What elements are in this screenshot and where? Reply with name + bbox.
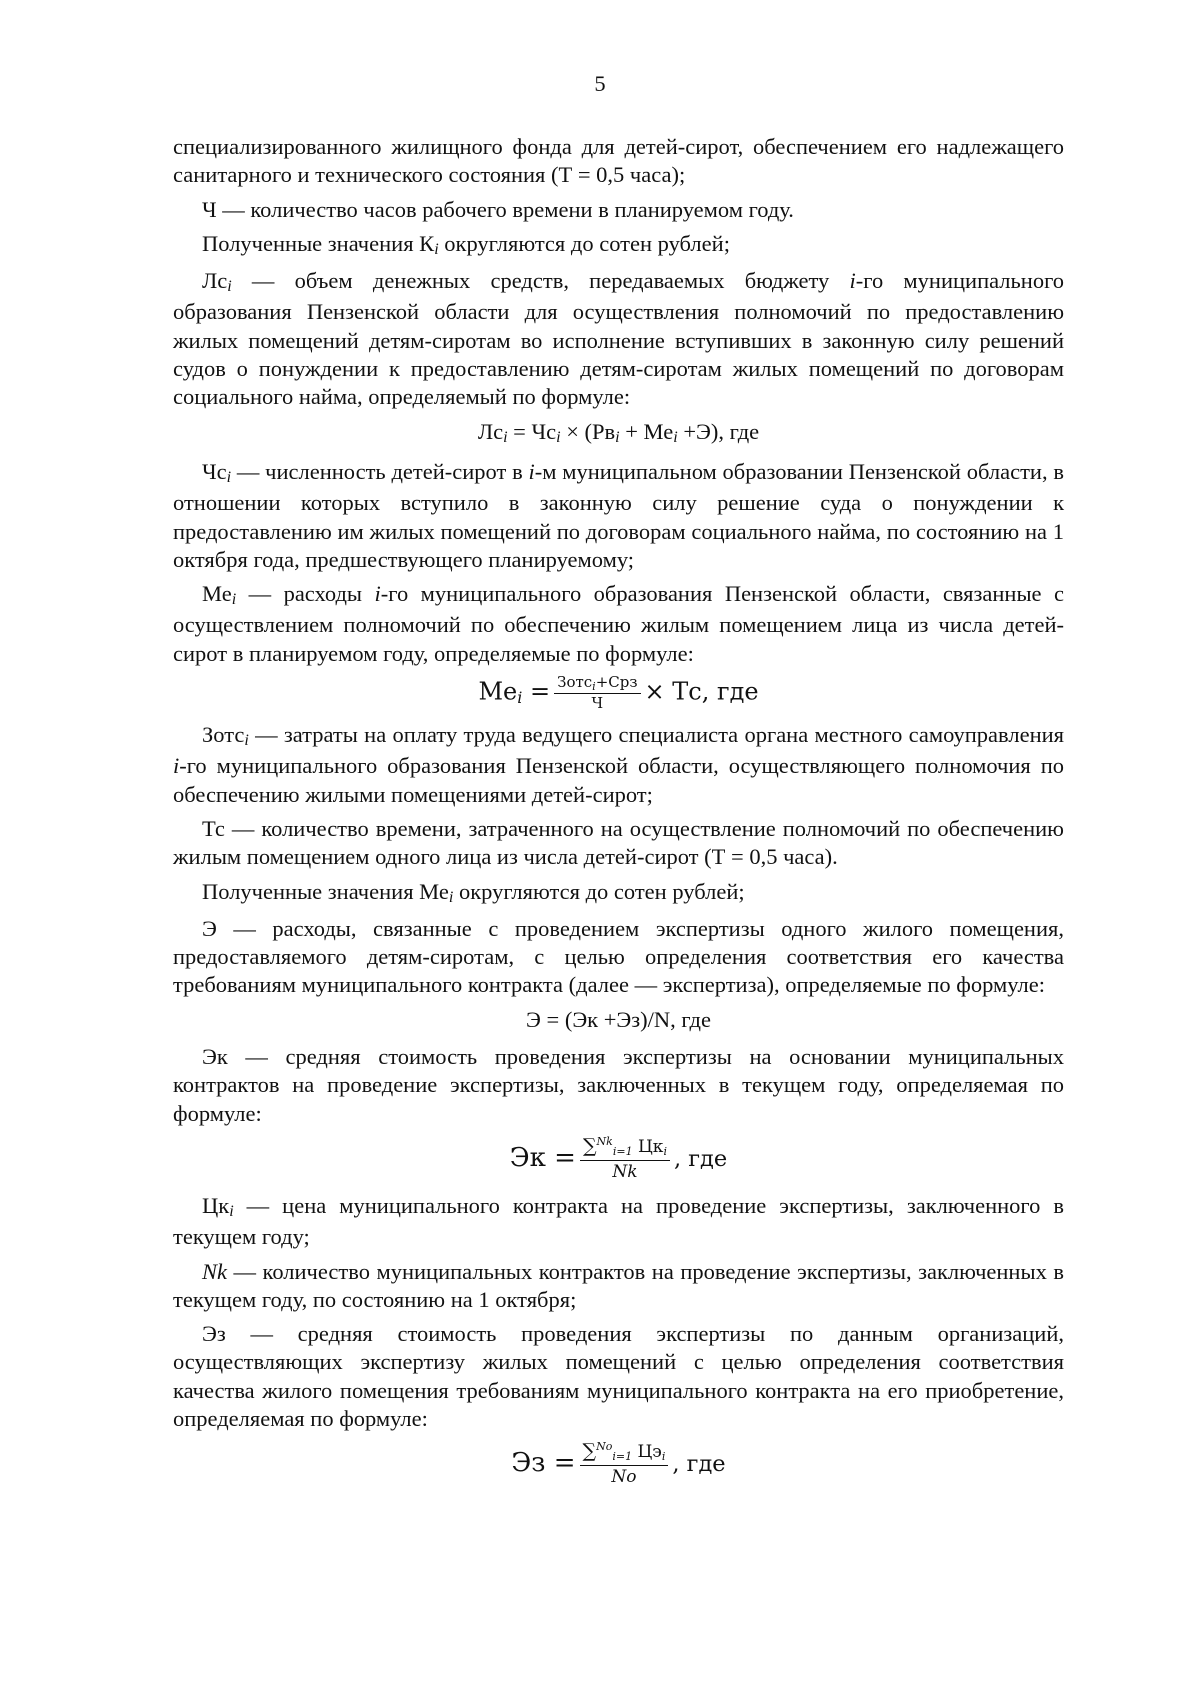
formula-part: × Тс, где [644,677,759,706]
text: — численность детей-сирот в [231,458,529,484]
index-i: i [556,428,561,446]
text: Nk [202,1258,227,1284]
index-i: i [849,268,856,294]
index-i: i [517,687,523,707]
paragraph: Эз — средняя стоимость проведения экспертизы по данным организаций, осуществляющих экспертизу жилых помещений с целью определения соответствия качества жилого помещения требованиям муниципального контракта на его приобретение, определяемая по формуле: [173,1321,1064,1431]
text: -го муниципального образования Пензенской области, связанные с осуществлением полномочий по обеспечению жилым помещением лица из числа детей-сирот в планируемом году, определяемые по формуле: [173,581,1064,666]
index-i: i [673,428,678,446]
text: Лс [202,268,228,294]
formula-part: , где [672,1451,726,1478]
formula-part: , где [673,1145,728,1172]
paragraph [173,878,1064,909]
index-i: i [231,591,237,609]
index-i: i [226,468,232,486]
text: Зотс [202,722,245,748]
index-i: i [434,240,439,258]
formula-ek [173,1136,1064,1182]
index-i: i [528,458,535,484]
index-i: i [229,1202,234,1220]
index-i: i [615,428,620,446]
text: — расходы [236,581,375,607]
paragraph [173,267,1064,411]
fraction-numerator [580,1441,669,1466]
index-i: i [592,680,596,694]
paragraph [173,1258,1064,1315]
text: — цена муниципального контракта на проведение экспертизы, заключенного в текущем году; [173,1192,1064,1250]
formula-part: Цэ [637,1442,662,1463]
index-i: i [661,1450,666,1464]
index-i: i [448,888,454,906]
paragraph [173,580,1064,668]
text: Полученные значения К [202,230,435,256]
sum-upper-limit: No [596,1440,613,1454]
text: Ме [202,581,232,607]
text: округляются до сотен рублей; [438,230,730,256]
sum-upper-limit: Nk [596,1134,613,1148]
index-i: i [374,581,381,607]
fraction-numerator [580,1136,670,1161]
text: Чс [202,458,227,484]
formula-part: +Срз [595,673,638,692]
paragraph: Эк — средняя стоимость проведения экспертизы на основании муниципальных контрактов на проведение экспертизы, заключенных в текущем году, определяемая по формуле: [173,1044,1064,1126]
fraction-denominator: Ч [591,694,604,713]
text: Цк [202,1192,230,1218]
formula-part: × (Рв [560,418,616,444]
index-i: i [503,428,508,446]
index-i: i [244,732,249,750]
text: Полученные значения Ме [202,878,449,904]
paragraph: специализированного жилищного фонда для детей-сирот, обеспечением его надлежащего санитарного и технического состояния (Т = 0,5 часа); [173,134,1064,188]
sum-symbol: ∑ [582,1134,597,1157]
formula-part: = Чс [507,418,557,444]
text: -м муниципальном образовании Пензенской области, в отношении которых вступило в законную силу решение суда о понуждении к предоставлению им жилых помещений по договорам социального найма, по состоянию на 1 октября года, предшествующего планируемому; [173,458,1064,572]
sum-lower-limit: i=1 [612,1450,633,1464]
paragraph [173,721,1064,809]
sum-symbol: ∑ [582,1440,597,1463]
fraction [580,1136,670,1182]
paragraph: Э — расходы, связанные с проведением экспертизы одного жилого помещения, предоставляемого детям-сиротам, с целью определения соответствия его качества требованиям муниципального контракта (далее — экспертиза), определяемые по формуле: [173,915,1064,998]
index-i: i [227,278,232,296]
sum-lower-limit: i=1 [612,1144,633,1158]
text: округляются до сотен рублей; [453,878,745,904]
formula-part: Эз = [511,1448,576,1479]
formula-part: +Э), где [677,418,760,444]
text: — количество муниципальных контрактов на проведение экспертизы, заключенных в текущем году, по состоянию на 1 октября; [173,1258,1064,1312]
formula-ls [173,418,1064,449]
paragraph [173,458,1064,574]
fraction-denominator: No [611,1467,637,1488]
formula-part: Ме [478,677,518,706]
text: -го муниципального образования Пензенской области для осуществления полномочий по предоставлению жилых помещений детям-сиротам во исполнение вступивших в законную силу решений судов о понуждении к предоставлению детям-сиротам жилых помещений по договорам социального найма, определяемый по формуле: [173,268,1064,410]
fraction [554,674,640,712]
formula-part: Зотс [557,673,593,692]
formula-part: = [522,677,551,706]
fraction [580,1441,669,1487]
paragraph [173,1192,1064,1252]
text: — затраты на оплату труда ведущего специалиста органа местного самоуправления [248,722,1064,748]
page-number: 5 [594,71,606,96]
paragraph: Тс — количество времени, затраченного на осуществление полномочий по обеспечению жилым помещением одного лица из числа детей-сирот (Т = 0,5 часа). [173,815,1064,870]
formula-part: Цк [637,1136,664,1157]
index-i: i [663,1144,667,1158]
text: -го муниципального образования Пензенской области, осуществляющего полномочия по обеспечению жилыми помещениями детей-сирот; [173,753,1064,807]
formula-e: Э = (Эк +Эз)/N, где [526,1006,711,1032]
index-i: i [173,753,180,779]
formula-part: Эк = [509,1142,576,1173]
paragraph [173,230,1064,261]
paragraph: Ч — количество часов рабочего времени в планируемом году. [202,196,794,222]
formula-part: + Ме [619,418,674,444]
text: — объем денежных средств, передаваемых бюджету [231,268,850,294]
page-body [173,133,1064,1497]
fraction-denominator: Nk [612,1161,638,1182]
fraction-numerator [554,674,640,694]
formula-me [173,674,1064,712]
formula-part: Лс [477,418,504,444]
formula-ez [173,1441,1064,1487]
